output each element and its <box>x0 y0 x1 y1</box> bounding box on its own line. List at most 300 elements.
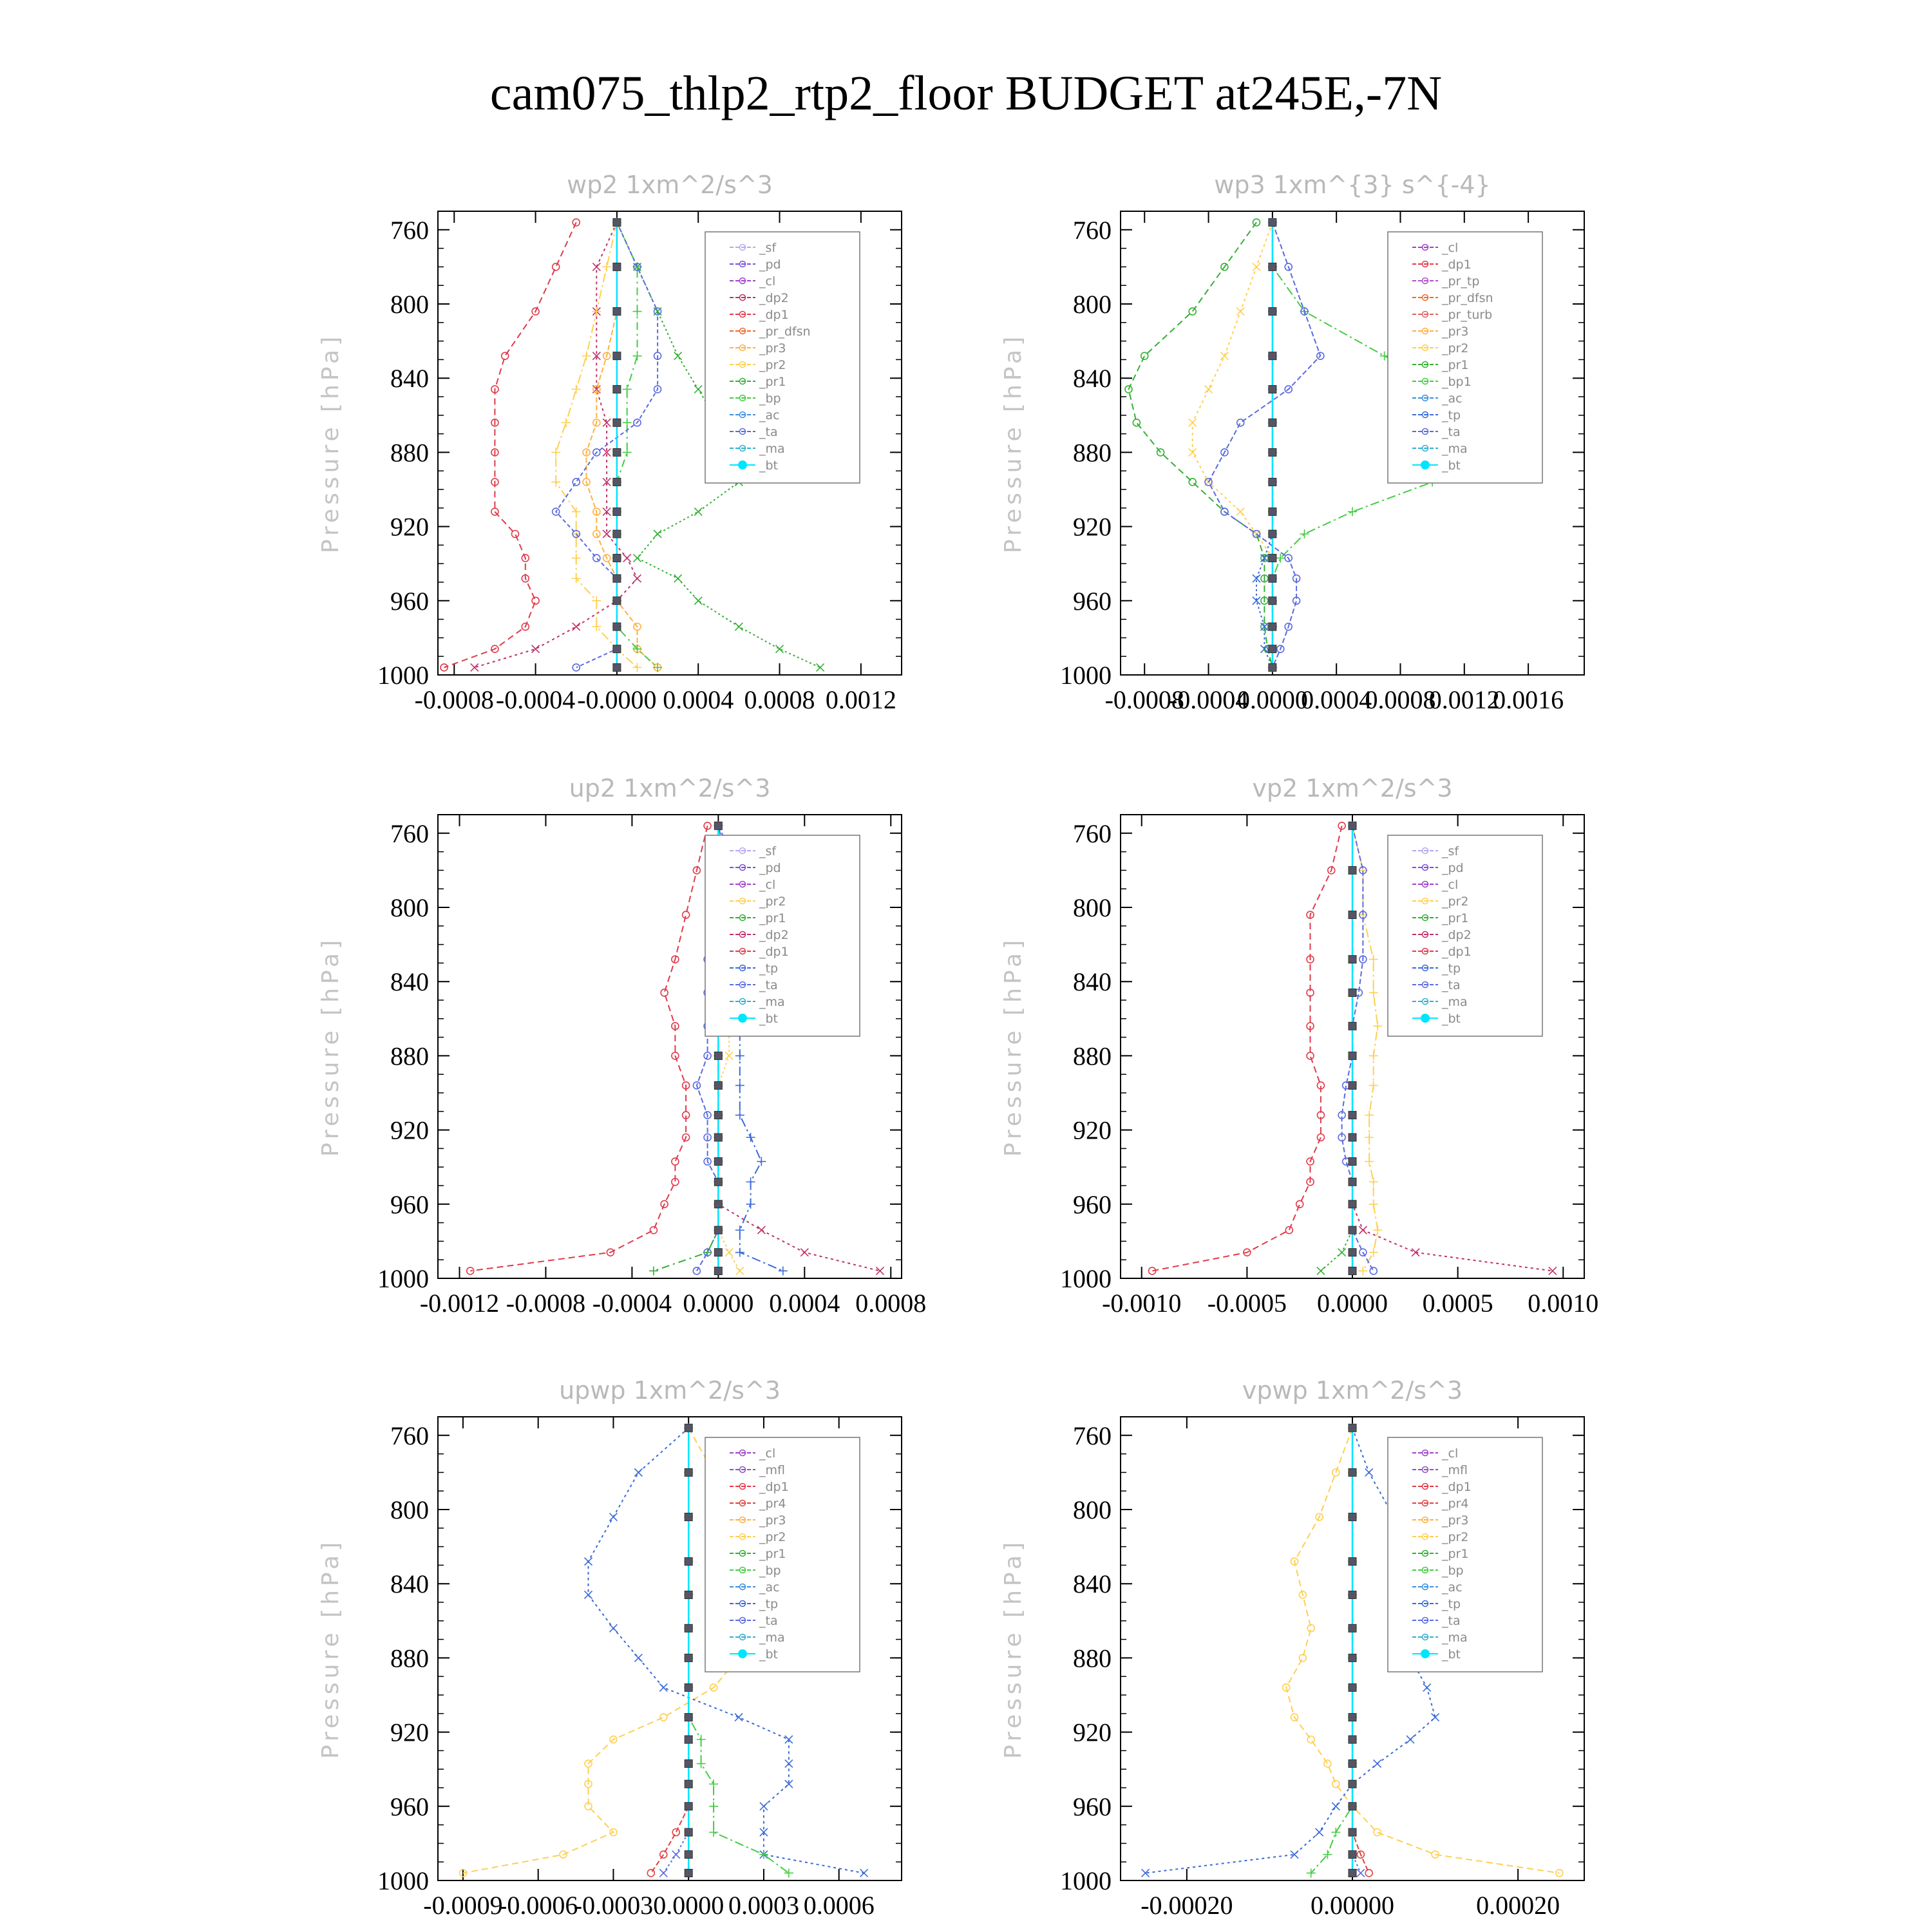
data-point-pr1 <box>735 623 743 630</box>
data-point-bt <box>1349 1851 1356 1859</box>
data-point-bt <box>685 1558 692 1566</box>
data-point-pr2 <box>1369 988 1378 997</box>
series-line-pr1 <box>1321 826 1352 1271</box>
data-point-bt <box>685 1760 692 1768</box>
y-tick-label: 1000 <box>377 1264 429 1293</box>
data-point-ta <box>659 1869 667 1877</box>
y-tick-label: 800 <box>1073 893 1112 922</box>
legend-label: _pr4 <box>1442 1497 1469 1511</box>
figure-title: cam075_thlp2_rtp2_floor BUDGET at245E,-7N <box>489 66 1443 120</box>
legend-marker <box>1421 1649 1430 1658</box>
panels <box>317 171 1598 1920</box>
data-point-bt <box>613 308 621 316</box>
legend-label: _ma <box>1442 1631 1468 1645</box>
legend-label: _pr_tp <box>1442 274 1480 289</box>
data-point-pr2 <box>562 418 571 427</box>
data-point-bt <box>685 1803 692 1810</box>
data-point-tp <box>634 1654 642 1662</box>
legend-label: _cl <box>1442 241 1459 255</box>
legend-label: _bp <box>759 1564 781 1578</box>
data-point-bt <box>1349 1052 1356 1059</box>
data-point-pr1 <box>654 530 661 538</box>
data-point-bt <box>714 1178 722 1186</box>
series-line-ta <box>1342 826 1374 1271</box>
data-point-bt <box>1349 1760 1356 1768</box>
data-point-bt <box>1349 1158 1356 1166</box>
data-point-tp <box>1406 1736 1414 1743</box>
data-point-pr1 <box>1189 308 1196 315</box>
x-tick-label: 0.0006 <box>803 1891 875 1920</box>
data-point-dp1 <box>1285 1227 1293 1234</box>
data-point-bt <box>1269 645 1276 653</box>
data-point-pr2 <box>725 1249 733 1256</box>
data-point-tp <box>1432 1714 1439 1721</box>
legend-label: _dp1 <box>1442 945 1472 959</box>
data-point-bt <box>685 1654 692 1662</box>
x-tick-label: 0.0016 <box>1493 685 1564 714</box>
data-point-bt <box>1269 263 1276 270</box>
data-point-bt <box>714 1267 722 1274</box>
data-point-pr2 <box>1374 1829 1381 1836</box>
legend-label: _pr3 <box>1442 1513 1469 1528</box>
x-tick-label: -0.0004 <box>495 685 576 714</box>
legend-marker <box>738 1014 747 1023</box>
y-tick-label: 800 <box>1073 290 1112 319</box>
legend-label: _cl <box>1442 1446 1459 1461</box>
data-point-dp2 <box>757 1226 765 1234</box>
data-point-bt <box>1349 911 1356 919</box>
legend-label: _cl <box>759 274 776 289</box>
data-point-bp <box>709 1828 718 1837</box>
data-point-bp <box>784 1868 793 1877</box>
data-point-bp <box>697 1759 706 1768</box>
data-point-pr2 <box>736 1267 744 1274</box>
data-point-ta <box>1237 419 1244 426</box>
data-point-bt <box>1349 1112 1356 1119</box>
legend-label: _pr2 <box>759 358 786 372</box>
data-point-pr1 <box>694 508 702 516</box>
y-tick-label: 1000 <box>377 661 429 690</box>
legend-label: _bt <box>759 459 779 473</box>
data-point-tp <box>609 1513 617 1521</box>
data-point-dp1 <box>661 989 668 996</box>
data-point-dp1 <box>650 1227 657 1234</box>
data-point-pr1 <box>674 574 682 582</box>
legend-label: _pd <box>759 861 781 875</box>
data-point-dp2 <box>800 1249 808 1256</box>
data-point-pr2 <box>1205 385 1213 393</box>
legend-label: _bt <box>1442 1647 1461 1662</box>
data-point-bt <box>685 1714 692 1721</box>
data-point-pr1 <box>633 554 641 562</box>
legend-label: _ta <box>759 1614 778 1628</box>
panel-2 <box>1000 171 1584 714</box>
series-line-bp <box>617 222 658 667</box>
data-point-bt <box>1349 1133 1356 1141</box>
data-point-bt <box>1269 218 1276 226</box>
data-point-tp <box>735 1051 744 1060</box>
data-point-bt <box>1349 1249 1356 1256</box>
series-line-dp1 <box>470 826 707 1271</box>
y-axis-label: Pressure [hPa] <box>1000 1538 1027 1759</box>
panel-title: wp2 1xm^2/s^3 <box>567 171 773 199</box>
data-point-pr2 <box>1369 1248 1378 1257</box>
data-point-bt <box>1269 597 1276 605</box>
legend-label: _bp <box>1442 1564 1464 1578</box>
x-tick-label: 0.0004 <box>1301 685 1372 714</box>
y-tick-label: 840 <box>1073 1569 1112 1599</box>
y-tick-label: 880 <box>1073 1643 1112 1673</box>
series-line-bp <box>1311 1428 1352 1873</box>
y-tick-label: 760 <box>390 1421 429 1450</box>
data-point-pr2 <box>1220 352 1228 360</box>
data-point-bp <box>1300 529 1309 538</box>
data-point-bt <box>613 645 621 653</box>
y-tick-label: 960 <box>390 586 429 616</box>
data-point-ta <box>1357 1869 1365 1877</box>
x-tick-label: -0.0000 <box>577 685 657 714</box>
data-point-pr1 <box>1133 419 1140 426</box>
y-tick-label: 1000 <box>1060 661 1112 690</box>
legend-label: _pr3 <box>1442 325 1469 339</box>
data-point-bt <box>613 554 621 562</box>
data-point-pr1 <box>1141 352 1148 359</box>
x-tick-label: -0.00020 <box>1141 1891 1233 1920</box>
series-line-ta <box>556 222 658 667</box>
panel-title: vpwp 1xm^2/s^3 <box>1242 1376 1463 1405</box>
data-point-dp2 <box>592 263 600 270</box>
data-point-pr2 <box>1324 1760 1331 1767</box>
data-point-tp <box>860 1869 868 1877</box>
x-tick-label: -0.0010 <box>1102 1289 1182 1318</box>
legend-label: _pr1 <box>1442 358 1469 372</box>
legend-label: _ta <box>1442 1614 1461 1628</box>
y-tick-label: 960 <box>390 1189 429 1219</box>
data-point-pr2 <box>572 384 581 393</box>
x-tick-label: -0.0009 <box>423 1891 503 1920</box>
data-point-tp <box>609 1624 617 1632</box>
panel-title: vp2 1xm^2/s^3 <box>1252 774 1453 802</box>
data-point-bt <box>714 822 722 829</box>
y-tick-label: 1000 <box>1060 1866 1112 1895</box>
data-point-bt <box>1269 574 1276 582</box>
data-point-pr1 <box>649 1266 658 1275</box>
data-point-pr2 <box>1332 1781 1340 1788</box>
data-point-dp2 <box>633 574 641 582</box>
data-point-bt <box>1349 866 1356 874</box>
data-point-bt <box>1349 1828 1356 1836</box>
legend-label: _bt <box>1442 459 1461 473</box>
legend-label: _sf <box>759 844 777 858</box>
y-tick-label: 880 <box>390 438 429 468</box>
data-point-tp <box>735 1248 744 1257</box>
data-point-bt <box>1269 448 1276 456</box>
x-tick-label: 0.0004 <box>663 685 734 714</box>
data-point-pr2 <box>660 1714 667 1721</box>
data-point-tp <box>1365 1468 1373 1476</box>
x-tick-label: 0.0000 <box>683 1289 754 1318</box>
data-point-bt <box>1269 308 1276 316</box>
y-tick-label: 1000 <box>377 1866 429 1895</box>
data-point-bt <box>613 508 621 516</box>
data-point-pr2 <box>551 448 560 457</box>
legend-label: _tp <box>759 961 779 976</box>
data-point-pr2 <box>632 663 641 672</box>
series-line-pr4 <box>651 1428 688 1873</box>
legend-label: _ac <box>759 1580 780 1595</box>
x-tick-label: 0.00020 <box>1476 1891 1560 1920</box>
y-tick-label: 800 <box>390 893 429 922</box>
data-point-pr2 <box>1236 508 1244 516</box>
data-point-pr1 <box>1253 219 1260 226</box>
data-point-bt <box>714 1081 722 1089</box>
data-point-pr2 <box>572 507 581 516</box>
data-point-bp <box>623 418 632 427</box>
data-point-bt <box>1349 989 1356 996</box>
data-point-pr4 <box>647 1870 654 1877</box>
data-point-bt <box>613 530 621 538</box>
data-point-bt <box>613 623 621 630</box>
data-point-pr1 <box>694 597 702 605</box>
y-axis-label: Pressure [hPa] <box>317 1538 344 1759</box>
data-point-bt <box>1349 1200 1356 1208</box>
data-point-dp1 <box>440 664 448 671</box>
legend-label: _dp1 <box>759 945 789 959</box>
data-point-tp <box>746 1200 755 1209</box>
panel-title: wp3 1xm^{3} s^{-4} <box>1214 171 1491 199</box>
data-point-bt <box>685 1828 692 1836</box>
data-point-bp <box>632 307 641 316</box>
y-tick-label: 760 <box>1073 819 1112 848</box>
legend-label: _tp <box>1442 961 1461 976</box>
y-tick-label: 840 <box>1073 364 1112 393</box>
data-point-bt <box>1349 1624 1356 1632</box>
panel-4 <box>1000 774 1598 1318</box>
legend-label: _pd <box>1442 861 1464 875</box>
data-point-pr2 <box>551 477 560 486</box>
legend-label: _mfl <box>1442 1463 1468 1477</box>
data-point-bt <box>613 385 621 393</box>
data-point-bt <box>714 1133 722 1141</box>
data-point-bt <box>1349 1714 1356 1721</box>
data-point-bt <box>1349 1869 1356 1877</box>
data-point-tp <box>1423 1683 1431 1691</box>
data-point-bp <box>709 1802 718 1811</box>
y-tick-label: 880 <box>1073 438 1112 468</box>
y-tick-label: 760 <box>1073 1421 1112 1450</box>
data-point-bt <box>613 574 621 582</box>
legend-label: _dp1 <box>759 308 789 322</box>
data-point-bt <box>1349 1803 1356 1810</box>
data-point-bt <box>1269 530 1276 538</box>
data-point-pr2 <box>572 554 581 563</box>
y-axis-label: Pressure [hPa] <box>317 936 344 1157</box>
panel-title: upwp 1xm^2/s^3 <box>559 1376 781 1405</box>
data-point-bt <box>685 1468 692 1476</box>
data-point-ta <box>672 1851 680 1859</box>
x-tick-label: -0.0008 <box>1104 685 1184 714</box>
data-point-bt <box>1269 352 1276 360</box>
legend-label: _pd <box>759 258 781 272</box>
y-tick-label: 880 <box>390 1041 429 1071</box>
y-tick-label: 960 <box>1073 1792 1112 1821</box>
data-point-bt <box>685 1624 692 1632</box>
legend-label: _ma <box>1442 995 1468 1009</box>
data-point-bp <box>632 352 641 361</box>
y-axis-label: Pressure [hPa] <box>1000 936 1027 1157</box>
data-point-tp <box>746 1133 755 1142</box>
y-axis-label: Pressure [hPa] <box>317 332 344 554</box>
y-tick-label: 800 <box>1073 1495 1112 1524</box>
data-point-pr2 <box>1299 1654 1306 1662</box>
data-point-bt <box>1349 822 1356 829</box>
panel-5 <box>317 1376 902 1920</box>
legend-label: _cl <box>759 1446 776 1461</box>
y-tick-label: 840 <box>390 967 429 997</box>
data-point-tp <box>1374 1760 1381 1768</box>
legend-label: _mfl <box>759 1463 785 1477</box>
data-point-pr2 <box>1365 1111 1374 1120</box>
panel-6 <box>1000 1376 1584 1920</box>
data-point-bt <box>714 1112 722 1119</box>
data-point-pr2 <box>1365 1133 1374 1142</box>
data-point-bp <box>709 1779 718 1788</box>
legend-label: _ma <box>759 442 785 456</box>
data-point-bt <box>1349 1736 1356 1743</box>
legend-label: _ma <box>1442 442 1468 456</box>
y-tick-label: 1000 <box>1060 1264 1112 1293</box>
data-point-tp <box>735 1081 744 1090</box>
data-point-bt <box>714 1158 722 1166</box>
data-point-pr1 <box>674 352 682 360</box>
data-point-bt <box>1349 1178 1356 1186</box>
data-point-ta <box>693 1267 700 1274</box>
data-point-bt <box>1269 385 1276 393</box>
data-point-tp <box>735 1714 743 1721</box>
legend-label: _pr1 <box>1442 1547 1469 1561</box>
data-point-pr1 <box>817 663 824 671</box>
data-point-tp <box>760 1803 768 1810</box>
data-point-dp1 <box>1296 1200 1303 1208</box>
x-tick-label: 0.0000 <box>1236 685 1308 714</box>
data-point-bt <box>613 263 621 270</box>
y-axis-label: Pressure [hPa] <box>1000 332 1027 554</box>
data-point-dp2 <box>623 554 631 562</box>
y-tick-label: 840 <box>390 364 429 393</box>
panel-1 <box>317 171 902 714</box>
data-point-dp1 <box>532 597 539 604</box>
data-point-bt <box>1349 1654 1356 1662</box>
data-point-pr2 <box>1369 1177 1378 1186</box>
data-point-bt <box>613 448 621 456</box>
y-tick-label: 960 <box>1073 586 1112 616</box>
data-point-bt <box>1349 1267 1356 1274</box>
legend-label: _dp1 <box>1442 1480 1472 1494</box>
data-point-dp1 <box>553 263 560 270</box>
legend-label: _bt <box>759 1012 779 1026</box>
legend-label: _bp1 <box>1442 375 1472 389</box>
legend-label: _pr2 <box>1442 341 1469 355</box>
data-point-pr1 <box>1317 1267 1325 1274</box>
data-point-bt <box>1349 956 1356 963</box>
legend-label: _bp <box>759 392 781 406</box>
data-point-tp <box>659 1683 667 1691</box>
data-point-ta <box>593 554 600 562</box>
data-point-bt <box>1349 1081 1356 1089</box>
data-point-bt <box>1349 1780 1356 1788</box>
legend-label: _ta <box>759 425 778 439</box>
series-line-dp1 <box>444 222 576 667</box>
data-point-bt <box>613 352 621 360</box>
x-tick-label: 0.0003 <box>728 1891 799 1920</box>
data-point-pr2 <box>725 1052 733 1059</box>
data-point-bp <box>1331 1828 1340 1837</box>
legend-label: _dp1 <box>759 1480 789 1494</box>
legend-label: _dp2 <box>1442 928 1472 942</box>
data-point-dp2 <box>1359 1226 1367 1234</box>
data-point-bt <box>685 1424 692 1432</box>
y-tick-label: 800 <box>390 1495 429 1524</box>
data-point-bt <box>1349 1683 1356 1691</box>
data-point-bt <box>1349 1022 1356 1030</box>
legend-label: _pr1 <box>759 911 786 925</box>
data-point-bt <box>714 1226 722 1234</box>
data-point-pr1 <box>694 385 702 393</box>
legend-label: _tp <box>759 1597 779 1611</box>
legend-label: _sf <box>759 241 777 255</box>
legend-label: _bt <box>759 1647 779 1662</box>
y-tick-label: 760 <box>1073 215 1112 245</box>
data-point-bp <box>623 384 632 393</box>
data-point-bt <box>685 1591 692 1598</box>
data-point-bp <box>1348 507 1357 516</box>
legend-label: _pr_turb <box>1442 308 1493 322</box>
y-tick-label: 920 <box>1073 512 1112 542</box>
x-tick-label: -0.0006 <box>498 1891 578 1920</box>
legend-marker <box>1421 460 1430 469</box>
legend-label: _cl <box>759 878 776 892</box>
data-point-tp <box>1332 1803 1340 1810</box>
data-point-bp <box>623 448 632 457</box>
data-point-tp <box>735 1226 744 1235</box>
data-point-pr2 <box>1369 1200 1378 1209</box>
data-point-tp <box>634 1468 642 1476</box>
data-point-bt <box>1349 1513 1356 1521</box>
data-point-dp1 <box>672 1158 679 1165</box>
data-point-pr1 <box>703 1248 712 1257</box>
data-point-dp1 <box>573 219 580 226</box>
legend-label: _pr1 <box>759 375 786 389</box>
data-point-pr4 <box>672 1829 679 1836</box>
data-point-bt <box>1269 623 1276 630</box>
data-point-tp <box>746 1177 755 1186</box>
x-tick-label: 0.0012 <box>1428 685 1500 714</box>
y-tick-label: 920 <box>1073 1718 1112 1747</box>
data-point-bt <box>1269 554 1276 562</box>
legend-label: _dp2 <box>759 291 789 305</box>
legend-label: _ma <box>759 1631 785 1645</box>
data-point-pr1 <box>1189 478 1196 486</box>
x-tick-label: 0.0008 <box>744 685 815 714</box>
x-tick-label: 0.0000 <box>1317 1289 1388 1318</box>
legend-label: _tp <box>1442 408 1461 422</box>
data-point-bt <box>685 1683 692 1691</box>
data-point-bt <box>613 478 621 486</box>
legend-label: _ta <box>1442 978 1461 992</box>
legend-label: _pr3 <box>759 1513 786 1528</box>
y-tick-label: 880 <box>1073 1041 1112 1071</box>
y-tick-label: 760 <box>390 819 429 848</box>
